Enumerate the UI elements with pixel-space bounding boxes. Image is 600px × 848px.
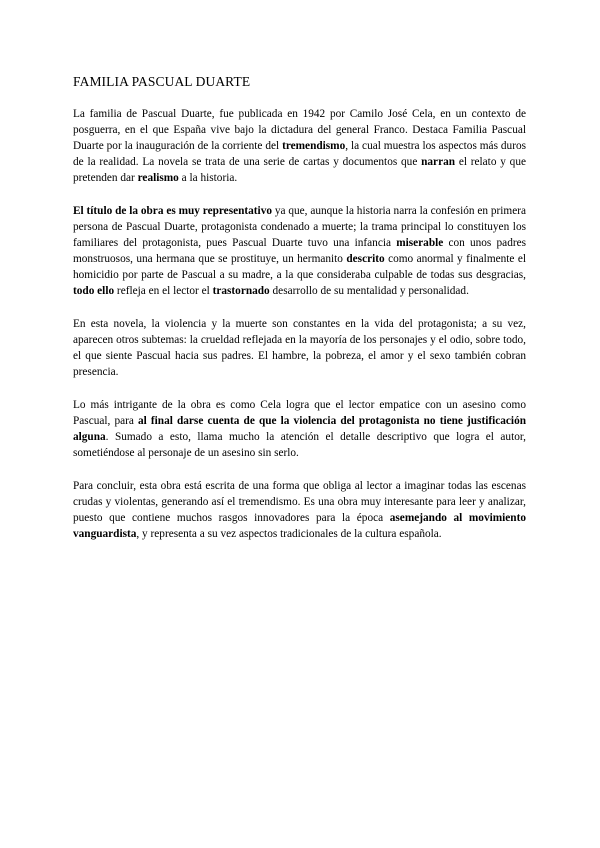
paragraph-intro: La familia de Pascual Duarte, fue publicada en 1942 por Camilo José Cela, en un contexto de posguerra, en el que España vive bajo la dictadura del general Franco. Destaca Familia Pascual Duarte por la inauguración de la corriente del tremendismo, la cual muestra los aspectos más duros de la realidad. La novela se trata de una serie de cartas y documentos que narran el relato y que pretenden dar realismo a la historia. bbox=[73, 108, 526, 184]
bold-phrase: todo ello bbox=[73, 285, 115, 297]
document-title: FAMILIA PASCUAL DUARTE bbox=[73, 74, 251, 89]
bold-phrase: descrito bbox=[346, 253, 385, 265]
bold-phrase: narran bbox=[421, 156, 456, 168]
bold-phrase: asemejando al movimiento vanguardista bbox=[73, 512, 526, 540]
document-body bbox=[73, 74, 526, 559]
bold-phrase: miserable bbox=[396, 237, 444, 249]
paragraph-conclusion: Para concluir, esta obra está escrita de una forma que obliga al lector a imaginar todas las escenas crudas y violentas, generando así el tremendismo. Es una obra muy interesante para leer y analizar, puesto que contiene muchos rasgos innovadores para la época asemejando al movimiento vanguardista, y representa a su vez aspectos tradicionales de la cultura española. bbox=[73, 480, 526, 540]
bold-phrase: tremendismo bbox=[282, 140, 346, 152]
bold-phrase: trastornado bbox=[212, 285, 270, 297]
paragraph-themes: En esta novela, la violencia y la muerte son constantes en la vida del protagonista; a su vez, aparecen otros subtemas: la crueldad reflejada en la mayoría de los personajes y el odio, sobre todo, el que siente Pascual hacia sus padres. El hambre, la pobreza, el amor y el sexo también cobran presencia. bbox=[73, 318, 526, 378]
bold-phrase: El título de la obra es muy representativo bbox=[73, 205, 272, 217]
paragraph-title-meaning: El título de la obra es muy representativo ya que, aunque la historia narra la confesión en primera persona de Pascual Duarte, protagonista condenado a muerte; la trama principal lo constituyen los familiares del protagonista, pues Pascual Duarte tuvo una infancia miserable con unos padres monstruosos, una hermana que se prostituye, un hermanito descrito como anormal y finalmente el homicidio por parte de Pascual a su madre, a la que consideraba culpable de todas sus desgracias, todo ello refleja en el lector el trastornado desarrollo de su mentalidad y personalidad. bbox=[73, 205, 527, 297]
paragraph-intrigue: Lo más intrigante de la obra es como Cela logra que el lector empatice con un asesino como Pascual, para al final darse cuenta de que la violencia del protagonista no tiene justificación alguna. Sumado a esto, llama mucho la atención el detalle descriptivo que logra el autor, sometiéndose al personaje de un asesino sin serlo. bbox=[73, 399, 527, 459]
bold-phrase: al final darse cuenta de que la violencia del protagonista no tiene justificación alguna bbox=[73, 415, 527, 443]
bold-phrase: realismo bbox=[137, 172, 179, 184]
